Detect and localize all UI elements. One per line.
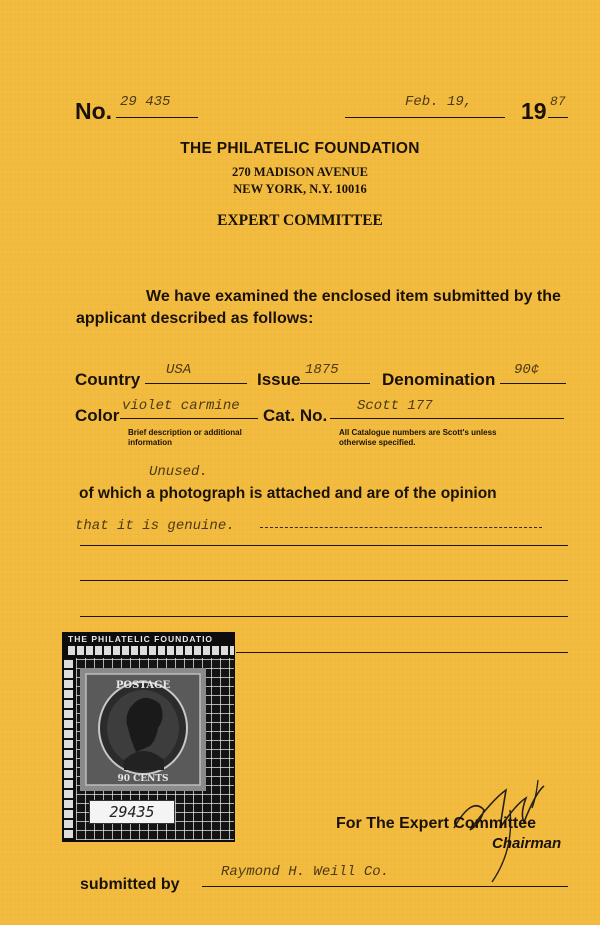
country-value: USA [166,362,192,378]
verdict-text: that it is genuine. [75,518,235,534]
stamp-number-label: 29435 [89,800,175,824]
date-rule [345,117,505,118]
chairman-label: Chairman [492,835,562,852]
stamp-bottom-text: 90 CENTS [117,774,169,784]
certificate-number: 29 435 [120,94,171,110]
org-address-line2: NEW YORK, N.Y. 10016 [233,182,367,196]
line-2 [80,580,568,581]
stamp-top-text: POSTAGE [115,680,171,691]
number-rule [116,117,198,118]
issue-value: 1875 [305,362,339,378]
expert-committee-heading: EXPERT COMMITTEE [217,212,383,229]
denomination-rule [500,383,566,384]
stamp-image [80,668,206,791]
denomination-value: 90¢ [514,362,540,378]
catno-value: Scott 177 [357,398,433,414]
org-address-line1: 270 MADISON AVENUE [232,165,368,179]
year-rule [548,117,568,118]
color-value: violet carmine [122,398,240,414]
org-name: THE PHILATELIC FOUNDATION [180,140,420,157]
line-1 [80,545,568,546]
intro-line1: We have examined the enclosed item submitted by the [146,288,561,305]
issue-rule [300,383,370,384]
verdict-dashes [260,527,542,528]
country-label: Country [75,370,141,389]
catalogue-note-line1: All Catalogue numbers are Scott's unless [339,428,497,437]
country-rule [145,383,247,384]
number-label: No. [75,98,113,124]
submitted-rule [202,886,568,887]
submitted-value: Raymond H. Weill Co. [221,864,390,880]
catalogue-note-line2: otherwise specified. [339,438,416,447]
grid-letter-strip [68,646,234,655]
year-prefix: 19 [521,98,547,124]
certificate-date: Feb. 19, [405,94,473,110]
photo-header: THE PHILATELIC FOUNDATIO [68,634,214,644]
issue-label: Issue [257,370,301,389]
condition-text: Unused. [149,464,208,480]
submitted-label: submitted by [80,876,180,893]
opinion-line: of which a photograph is attached and are of the opinion [79,485,497,502]
color-label: Color [75,406,120,425]
brief-note-line2: information [128,438,172,447]
denomination-label: Denomination [382,370,496,389]
year-suffix: 87 [550,94,566,109]
catno-label: Cat. No. [263,406,328,425]
brief-note-line1: Brief description or additional [128,428,242,437]
grid-number-strip [64,658,73,838]
committee-label: For The Expert Committee [336,815,537,832]
intro-line2: applicant described as follows: [76,310,314,327]
catno-rule [330,418,564,419]
line-4 [236,652,568,653]
line-3 [80,616,568,617]
color-rule [120,418,258,419]
